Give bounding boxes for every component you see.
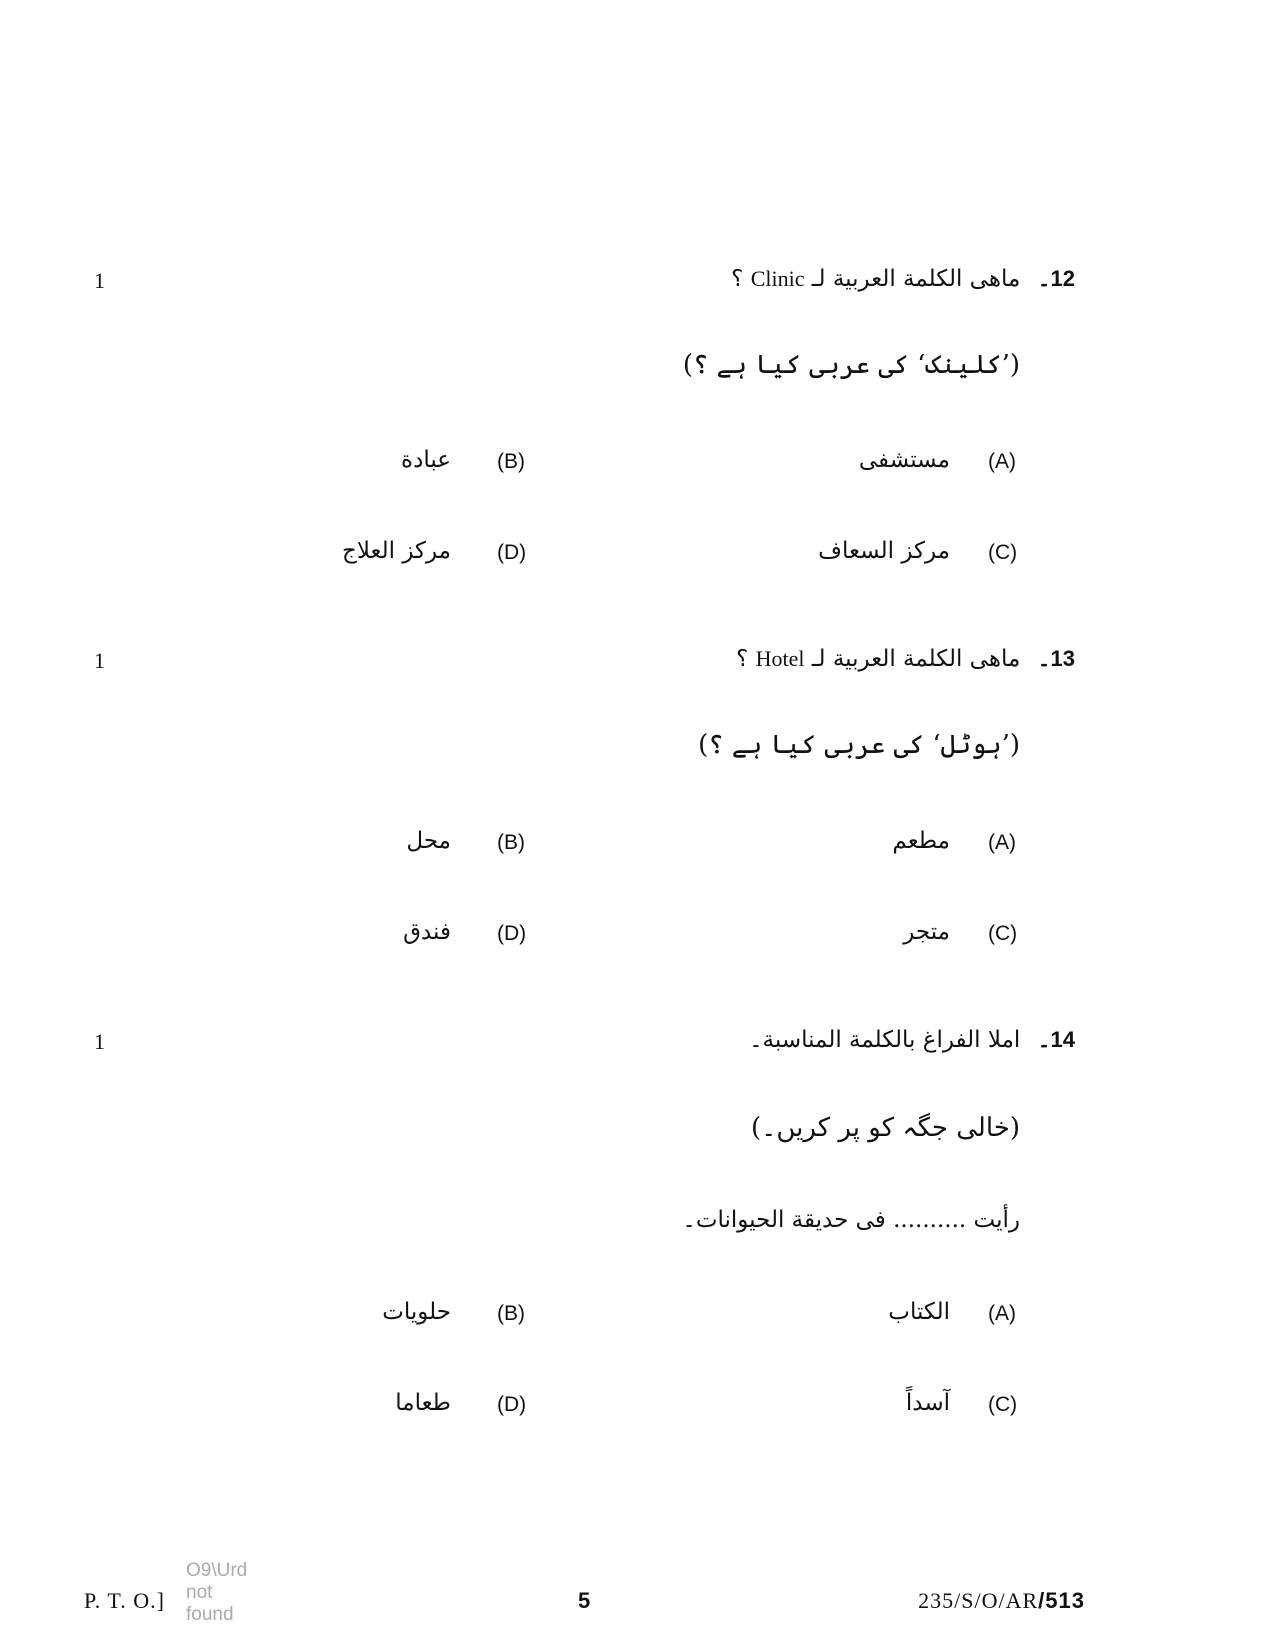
question-14-option-d-label: (D) — [497, 1393, 527, 1416]
question-14-urdu: (خالی جگہ کو پر کریں۔) — [751, 1113, 1020, 1143]
footer-code-suffix: /513 — [1038, 1588, 1085, 1613]
question-14-option-b-label: (B) — [497, 1302, 525, 1325]
question-13-option-c-text: متجر — [903, 919, 950, 945]
question-14-option-a-text: الكتاب — [888, 1299, 950, 1325]
question-13-option-d-text: فندق — [403, 919, 451, 945]
broken-image-placeholder: O9\Urd not found — [186, 1560, 248, 1625]
footer-page-number: 5 — [578, 1588, 591, 1613]
question-14-option-b-text: حلويات — [382, 1299, 451, 1325]
question-13-arabic: ماهى الكلمة العربية لـ — [811, 646, 1021, 672]
question-13-option-c-label: (C) — [988, 922, 1018, 945]
question-12-urdu: (’کلینک‘ کی عربی کیا ہے ؟) — [682, 350, 1020, 380]
question-12-option-c-label: (C) — [988, 541, 1018, 564]
question-12-marks: 1 — [94, 268, 105, 293]
question-12-arabic: ماهى الكلمة العربية لـ — [811, 266, 1021, 292]
footer-code-prefix: 235/S/O/AR — [918, 1588, 1039, 1613]
question-14-sentence: رأيت .......... فى حديقة الحيوانات۔ — [682, 1207, 1020, 1233]
question-13-option-a-label: (A) — [988, 831, 1016, 854]
question-13-number: 13۔ — [1037, 646, 1075, 671]
question-12-number: 12۔ — [1037, 266, 1075, 291]
question-13-option-d-label: (D) — [497, 922, 527, 945]
question-14-text — [749, 1027, 1075, 1053]
question-13-english-word: Hotel — [755, 646, 805, 671]
question-14-option-c-text: آسداً — [905, 1390, 950, 1416]
question-14-option-d-text: طعاما — [395, 1390, 451, 1416]
footer-paper-code — [918, 1588, 1085, 1614]
question-14-arabic: املا الفراغ بالكلمة المناسبة۔ — [749, 1027, 1021, 1053]
question-12-option-c-text: مركز السعاف — [818, 538, 950, 564]
question-14-option-a-label: (A) — [988, 1302, 1016, 1325]
question-13-question-mark: ؟ — [736, 646, 749, 672]
question-12-question-mark: ؟ — [731, 266, 744, 292]
question-12-option-d-text: مركز العلاج — [341, 538, 451, 564]
question-12-text — [731, 266, 1075, 292]
question-14-marks: 1 — [94, 1029, 105, 1054]
question-12-option-a-text: مستشفى — [858, 447, 950, 473]
question-13-option-b-text: محل — [406, 828, 451, 854]
question-12-option-b-label: (B) — [497, 450, 525, 473]
question-12-option-d-label: (D) — [497, 541, 527, 564]
question-13-text — [736, 646, 1075, 672]
question-14-option-c-label: (C) — [988, 1393, 1018, 1416]
question-13-urdu: (’ہوٹل‘ کی عربی کیا ہے ؟) — [698, 730, 1020, 760]
question-13-marks: 1 — [94, 648, 105, 673]
question-12-english-word: Clinic — [750, 266, 805, 291]
footer-pto: P. T. O.] — [84, 1588, 165, 1613]
question-13-option-b-label: (B) — [497, 831, 525, 854]
question-12-option-b-text: عبادة — [401, 447, 451, 473]
question-12-option-a-label: (A) — [988, 450, 1016, 473]
question-14-number: 14۔ — [1037, 1027, 1075, 1052]
question-13-option-a-text: مطعم — [892, 828, 950, 854]
